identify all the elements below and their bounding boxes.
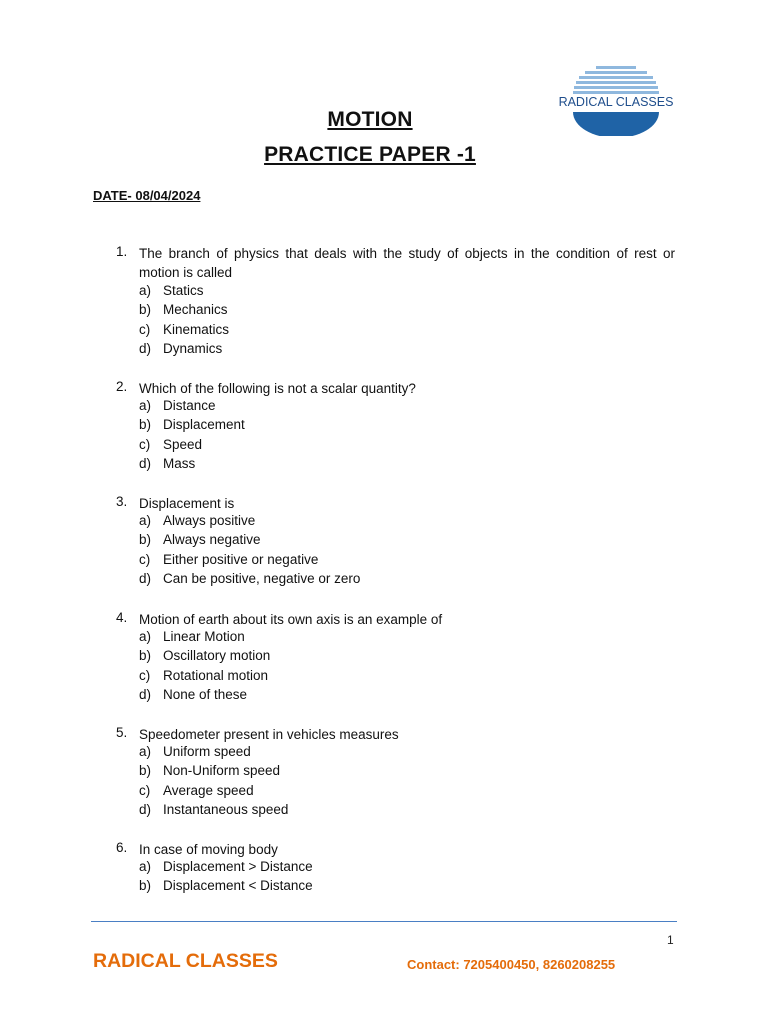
option-label: c)	[139, 321, 151, 337]
option-label: a)	[139, 283, 152, 298]
option-text: Can be positive, negative or zero	[163, 570, 361, 586]
option-text: Statics	[163, 283, 204, 298]
question-text: Speedometer present in vehicles measures	[139, 727, 399, 742]
option-label: a)	[139, 398, 152, 413]
option-label: b)	[139, 648, 152, 664]
option-label: c)	[139, 667, 151, 683]
option-label: b)	[139, 878, 152, 894]
option-label: b)	[139, 417, 152, 433]
option-label: a)	[139, 629, 152, 644]
option-text: Mechanics	[163, 302, 228, 318]
question-number: 3.	[116, 494, 128, 509]
option-text: Rotational motion	[163, 667, 269, 683]
option-text: Mass	[163, 455, 196, 471]
footer-divider	[91, 921, 677, 922]
option-text: Dynamics	[163, 340, 223, 356]
footer-contact: Contact: 7205400450, 8260208255	[407, 957, 616, 972]
date-label: DATE- 08/04/2024	[93, 188, 201, 203]
option-text: Non-Uniform speed	[163, 763, 281, 779]
option-text: Either positive or negative	[163, 551, 319, 567]
option-label: c)	[139, 782, 151, 798]
option-label: d)	[139, 686, 152, 702]
option-text: Linear Motion	[163, 629, 245, 644]
option-text: Uniform speed	[163, 744, 251, 759]
question-number: 2.	[116, 379, 128, 394]
option-text: Instantaneous speed	[163, 801, 289, 817]
question-number: 1.	[116, 244, 128, 259]
option-text: Oscillatory motion	[163, 648, 271, 664]
option-text: Distance	[163, 398, 216, 413]
logo-top-stripes	[573, 66, 659, 94]
option-text: None of these	[163, 686, 248, 702]
option-label: d)	[139, 340, 152, 356]
option-label: b)	[139, 302, 152, 318]
option-text: Always positive	[163, 513, 256, 528]
question-text: Motion of earth about its own axis is an example of	[139, 612, 443, 627]
option-text: Displacement > Distance	[163, 859, 313, 874]
option-label: d)	[139, 455, 152, 471]
question-number: 4.	[116, 610, 128, 625]
question-number: 6.	[116, 840, 128, 855]
question-text: Displacement is	[139, 496, 235, 511]
option-label: d)	[139, 570, 152, 586]
question-text: The branch of physics that deals with the study of objects in the condition of rest or motion is called	[139, 246, 675, 280]
option-text: Speed	[163, 436, 203, 452]
option-label: d)	[139, 801, 152, 817]
option-text: Always negative	[163, 532, 261, 548]
page-subtitle: PRACTICE PAPER -1	[264, 143, 476, 166]
option-text: Average speed	[163, 782, 254, 798]
option-label: a)	[139, 744, 152, 759]
option-text: Displacement	[163, 417, 245, 433]
option-label: c)	[139, 551, 151, 567]
option-label: a)	[139, 859, 152, 874]
option-label: a)	[139, 513, 152, 528]
logo-text: RADICAL CLASSES	[558, 95, 674, 109]
option-text: Displacement < Distance	[163, 878, 313, 894]
option-label: c)	[139, 436, 151, 452]
question-number: 5.	[116, 725, 128, 740]
option-label: b)	[139, 763, 152, 779]
page-title: MOTION	[327, 108, 413, 131]
option-label: b)	[139, 532, 152, 548]
page-number: 1	[667, 933, 674, 947]
option-text: Kinematics	[163, 321, 230, 337]
question-text: In case of moving body	[139, 842, 278, 857]
footer-brand: RADICAL CLASSES	[93, 950, 278, 972]
question-text: Which of the following is not a scalar quantity?	[139, 381, 416, 396]
